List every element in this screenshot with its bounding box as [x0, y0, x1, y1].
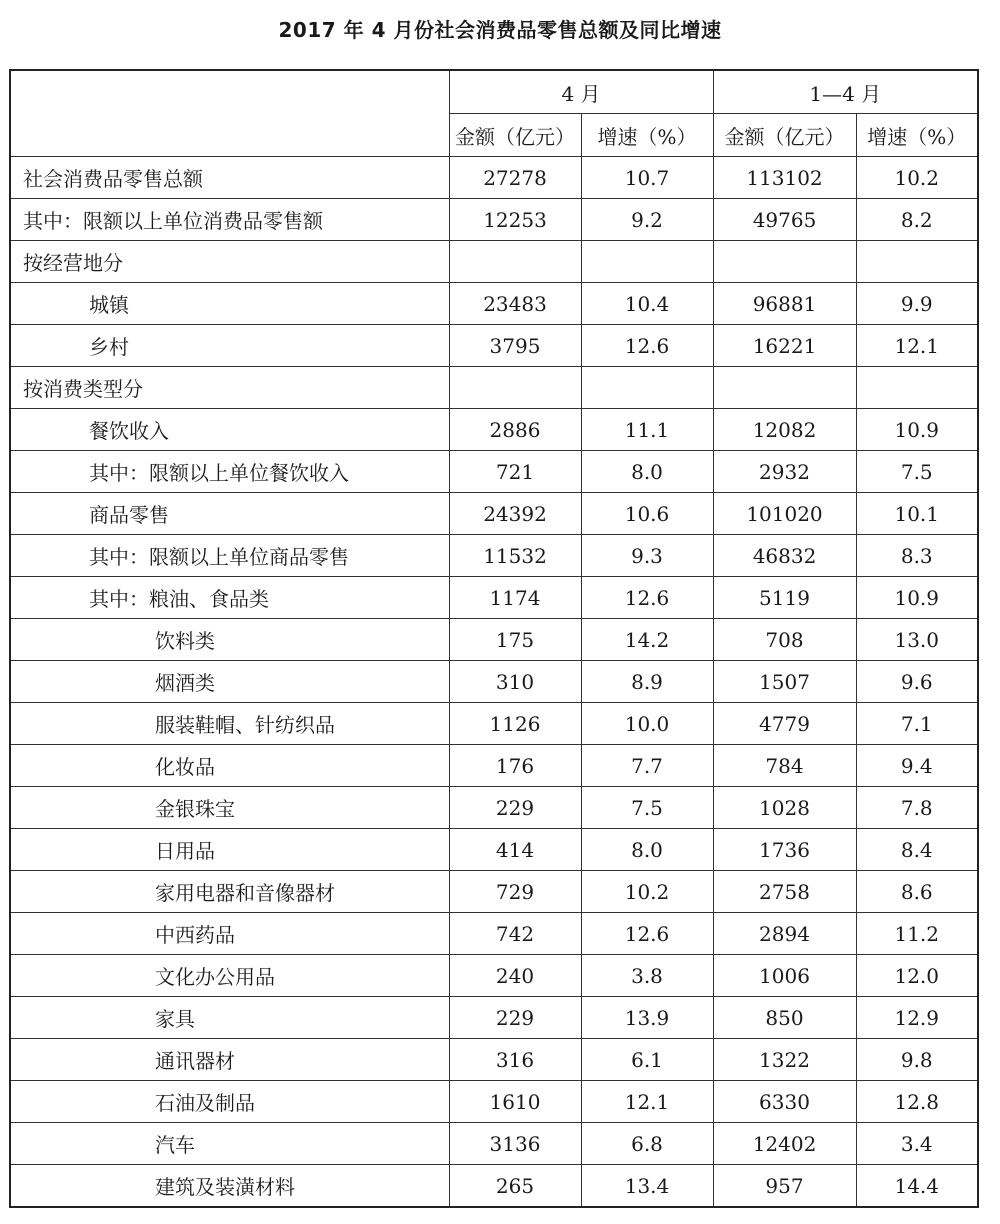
ytd-growth-cell: 11.2: [856, 913, 978, 955]
april-amount-cell: 265: [449, 1165, 581, 1208]
ytd-growth-cell: 12.9: [856, 997, 978, 1039]
table-row: [10, 409, 978, 451]
ytd-growth-cell: 9.6: [856, 661, 978, 703]
ytd-growth-cell: [856, 241, 978, 283]
april-growth-cell: 12.6: [581, 913, 713, 955]
april-growth-cell: [581, 241, 713, 283]
table-row: [10, 1165, 978, 1208]
april-growth-cell: 10.7: [581, 157, 713, 199]
ytd-amount-cell: 957: [713, 1165, 856, 1208]
april-amount-cell: 3795: [449, 325, 581, 367]
table-row: [10, 997, 978, 1039]
row-label: 其中：限额以上单位消费品零售额: [10, 199, 449, 241]
ytd-amount-cell: 4779: [713, 703, 856, 745]
april-amount-cell: [449, 367, 581, 409]
table-row: [10, 871, 978, 913]
row-label: 烟酒类: [10, 661, 449, 703]
retail-sales-table: [9, 69, 979, 1208]
april-growth-cell: 3.8: [581, 955, 713, 997]
april-growth-cell: 8.9: [581, 661, 713, 703]
table-row: [10, 787, 978, 829]
ytd-growth-cell: 13.0: [856, 619, 978, 661]
ytd-growth-cell: 10.9: [856, 409, 978, 451]
header-april-amount: 金额（亿元）: [449, 114, 581, 157]
ytd-growth-cell: 8.4: [856, 829, 978, 871]
ytd-amount-cell: 1322: [713, 1039, 856, 1081]
row-label: 餐饮收入: [10, 409, 449, 451]
ytd-growth-cell: 3.4: [856, 1123, 978, 1165]
april-amount-cell: 24392: [449, 493, 581, 535]
ytd-amount-cell: 16221: [713, 325, 856, 367]
header-group-row: [10, 70, 978, 114]
ytd-growth-cell: 9.8: [856, 1039, 978, 1081]
ytd-growth-cell: 12.8: [856, 1081, 978, 1123]
april-amount-cell: 1610: [449, 1081, 581, 1123]
april-growth-cell: 12.6: [581, 325, 713, 367]
header-ytd-amount: 金额（亿元）: [713, 114, 856, 157]
table-row: [10, 955, 978, 997]
ytd-growth-cell: 12.1: [856, 325, 978, 367]
table-row: [10, 913, 978, 955]
april-growth-cell: 13.9: [581, 997, 713, 1039]
ytd-amount-cell: 12082: [713, 409, 856, 451]
table-row: [10, 1039, 978, 1081]
ytd-growth-cell: 10.2: [856, 157, 978, 199]
table-row: [10, 619, 978, 661]
row-label: 饮料类: [10, 619, 449, 661]
row-label: 家具: [10, 997, 449, 1039]
april-amount-cell: 414: [449, 829, 581, 871]
april-growth-cell: 10.0: [581, 703, 713, 745]
table-row: [10, 493, 978, 535]
row-label: 服装鞋帽、针纺织品: [10, 703, 449, 745]
row-label: 家用电器和音像器材: [10, 871, 449, 913]
april-growth-cell: 6.8: [581, 1123, 713, 1165]
table-row: [10, 577, 978, 619]
row-label: 汽车: [10, 1123, 449, 1165]
row-label: 通讯器材: [10, 1039, 449, 1081]
ytd-amount-cell: 101020: [713, 493, 856, 535]
table-body: [10, 157, 978, 1208]
april-growth-cell: 13.4: [581, 1165, 713, 1208]
header-jan-apr: 1—4 月: [713, 70, 978, 114]
table-row: [10, 1123, 978, 1165]
ytd-amount-cell: 113102: [713, 157, 856, 199]
april-growth-cell: 10.6: [581, 493, 713, 535]
row-label: 其中：限额以上单位商品零售: [10, 535, 449, 577]
april-growth-cell: 12.1: [581, 1081, 713, 1123]
row-label: 其中：限额以上单位餐饮收入: [10, 451, 449, 493]
april-growth-cell: 9.2: [581, 199, 713, 241]
row-label: 其中：粮油、食品类: [10, 577, 449, 619]
row-label: 中西药品: [10, 913, 449, 955]
row-label: 社会消费品零售总额: [10, 157, 449, 199]
table-row: [10, 829, 978, 871]
row-label: 日用品: [10, 829, 449, 871]
april-amount-cell: 12253: [449, 199, 581, 241]
table-title: 2017 年 4 月份社会消费品零售总额及同比增速: [278, 18, 722, 42]
table-row: [10, 157, 978, 199]
table-row: [10, 283, 978, 325]
ytd-growth-cell: 9.4: [856, 745, 978, 787]
row-label: 建筑及装潢材料: [10, 1165, 449, 1208]
april-growth-cell: 6.1: [581, 1039, 713, 1081]
april-amount-cell: 3136: [449, 1123, 581, 1165]
ytd-amount-cell: 96881: [713, 283, 856, 325]
header-april: 4 月: [449, 70, 713, 114]
april-amount-cell: 721: [449, 451, 581, 493]
april-amount-cell: [449, 241, 581, 283]
april-amount-cell: 176: [449, 745, 581, 787]
table-row: [10, 241, 978, 283]
row-label: 化妆品: [10, 745, 449, 787]
april-amount-cell: 229: [449, 997, 581, 1039]
ytd-amount-cell: [713, 367, 856, 409]
ytd-amount-cell: 1006: [713, 955, 856, 997]
table-row: [10, 451, 978, 493]
april-amount-cell: 11532: [449, 535, 581, 577]
april-amount-cell: 729: [449, 871, 581, 913]
april-amount-cell: 240: [449, 955, 581, 997]
ytd-amount-cell: 1736: [713, 829, 856, 871]
row-label: 文化办公用品: [10, 955, 449, 997]
table-row: [10, 367, 978, 409]
ytd-amount-cell: 784: [713, 745, 856, 787]
april-amount-cell: 316: [449, 1039, 581, 1081]
ytd-growth-cell: 14.4: [856, 1165, 978, 1208]
ytd-amount-cell: 5119: [713, 577, 856, 619]
ytd-growth-cell: 9.9: [856, 283, 978, 325]
april-amount-cell: 175: [449, 619, 581, 661]
ytd-growth-cell: 7.1: [856, 703, 978, 745]
header-april-growth: 增速（%）: [581, 114, 713, 157]
ytd-amount-cell: 2894: [713, 913, 856, 955]
table-row: [10, 703, 978, 745]
april-growth-cell: 12.6: [581, 577, 713, 619]
row-label: 乡村: [10, 325, 449, 367]
row-label: 按消费类型分: [10, 367, 449, 409]
april-amount-cell: 23483: [449, 283, 581, 325]
ytd-amount-cell: [713, 241, 856, 283]
april-amount-cell: 27278: [449, 157, 581, 199]
ytd-growth-cell: 12.0: [856, 955, 978, 997]
april-amount-cell: 1174: [449, 577, 581, 619]
april-amount-cell: 2886: [449, 409, 581, 451]
ytd-amount-cell: 6330: [713, 1081, 856, 1123]
header-ytd-growth: 增速（%）: [856, 114, 978, 157]
table-row: [10, 535, 978, 577]
april-amount-cell: 310: [449, 661, 581, 703]
april-growth-cell: 9.3: [581, 535, 713, 577]
ytd-amount-cell: 12402: [713, 1123, 856, 1165]
row-label: 金银珠宝: [10, 787, 449, 829]
row-label: 城镇: [10, 283, 449, 325]
header-blank-cell: [10, 70, 449, 157]
ytd-amount-cell: 850: [713, 997, 856, 1039]
ytd-amount-cell: 2932: [713, 451, 856, 493]
ytd-growth-cell: 10.9: [856, 577, 978, 619]
ytd-amount-cell: 49765: [713, 199, 856, 241]
row-label: 商品零售: [10, 493, 449, 535]
april-amount-cell: 229: [449, 787, 581, 829]
ytd-amount-cell: 2758: [713, 871, 856, 913]
april-growth-cell: 11.1: [581, 409, 713, 451]
april-growth-cell: 10.2: [581, 871, 713, 913]
ytd-growth-cell: 10.1: [856, 493, 978, 535]
ytd-growth-cell: 8.6: [856, 871, 978, 913]
ytd-growth-cell: 8.2: [856, 199, 978, 241]
ytd-amount-cell: 1507: [713, 661, 856, 703]
ytd-growth-cell: 8.3: [856, 535, 978, 577]
ytd-amount-cell: 46832: [713, 535, 856, 577]
table-row: [10, 325, 978, 367]
ytd-growth-cell: 7.8: [856, 787, 978, 829]
table-row: [10, 745, 978, 787]
april-amount-cell: 1126: [449, 703, 581, 745]
row-label: 石油及制品: [10, 1081, 449, 1123]
april-growth-cell: 7.5: [581, 787, 713, 829]
april-growth-cell: 14.2: [581, 619, 713, 661]
april-growth-cell: 8.0: [581, 829, 713, 871]
april-amount-cell: 742: [449, 913, 581, 955]
april-growth-cell: 7.7: [581, 745, 713, 787]
ytd-growth-cell: 7.5: [856, 451, 978, 493]
table-row: [10, 1081, 978, 1123]
april-growth-cell: 10.4: [581, 283, 713, 325]
ytd-growth-cell: [856, 367, 978, 409]
table-row: [10, 199, 978, 241]
row-label: 按经营地分: [10, 241, 449, 283]
april-growth-cell: [581, 367, 713, 409]
ytd-amount-cell: 1028: [713, 787, 856, 829]
april-growth-cell: 8.0: [581, 451, 713, 493]
ytd-amount-cell: 708: [713, 619, 856, 661]
table-row: [10, 661, 978, 703]
